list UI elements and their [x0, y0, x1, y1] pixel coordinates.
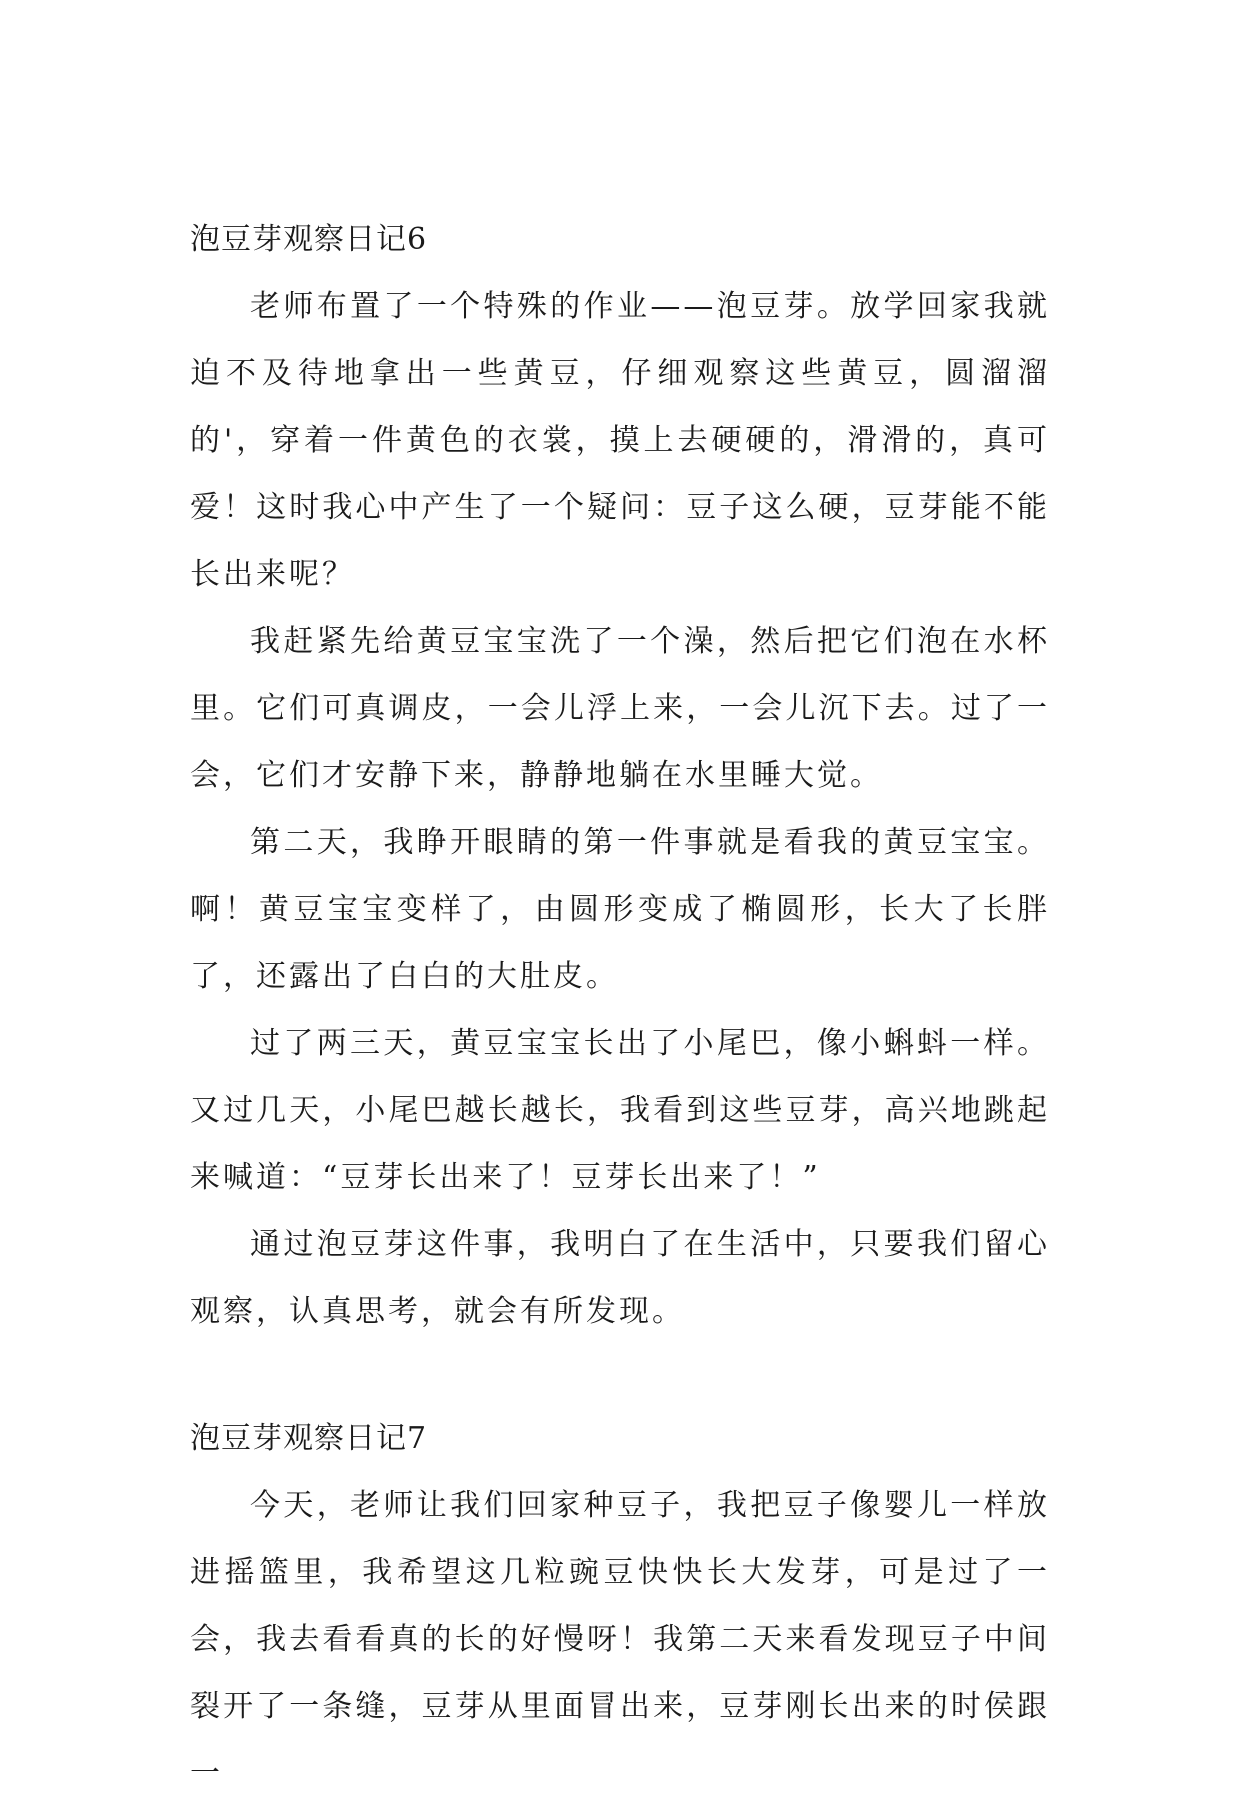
section-title: 泡豆芽观察日记7	[190, 1421, 428, 1456]
document-page	[190, 206, 1050, 1807]
paragraph: 第二天，我睁开眼睛的第一件事就是看我的黄豆宝宝。啊！黄豆宝宝变样了，由圆形变成了椭圆形，长大了长胖了，还露出了白白的大肚皮。	[190, 825, 1050, 994]
paragraph: 我赶紧先给黄豆宝宝洗了一个澡，然后把它们泡在水杯里。它们可真调皮，一会儿浮上来，一会儿沉下去。过了一会，它们才安静下来，静静地躺在水里睡大觉。	[190, 624, 1050, 793]
section-spacer	[190, 1345, 1050, 1405]
paragraph: 通过泡豆芽这件事，我明白了在生活中，只要我们留心观察，认真思考，就会有所发现。	[190, 1227, 1050, 1329]
paragraph: 今天，老师让我们回家种豆子，我把豆子像婴儿一样放进摇篮里，我希望这几粒豌豆快快长大发芽，可是过了一会，我去看看真的长的好慢呀！我第二天来看发现豆子中间裂开了一条缝，豆芽从里面冒出来，豆芽刚长出来的时侯跟一	[190, 1488, 1050, 1791]
paragraph: 老师布置了一个特殊的作业——泡豆芽。放学回家我就迫不及待地拿出一些黄豆，仔细观察这些黄豆，圆溜溜的'，穿着一件黄色的衣裳，摸上去硬硬的，滑滑的，真可爱！这时我心中产生了一个疑问：豆子这么硬，豆芽能不能长出来呢？	[190, 289, 1050, 592]
paragraph: 过了两三天，黄豆宝宝长出了小尾巴，像小蝌蚪一样。又过几天，小尾巴越长越长，我看到这些豆芽，高兴地跳起来喊道：“豆芽长出来了！豆芽长出来了！”	[190, 1026, 1050, 1195]
diary-entry-6	[190, 206, 1050, 1345]
section-title: 泡豆芽观察日记6	[190, 222, 428, 257]
diary-entry-7	[190, 1405, 1050, 1807]
